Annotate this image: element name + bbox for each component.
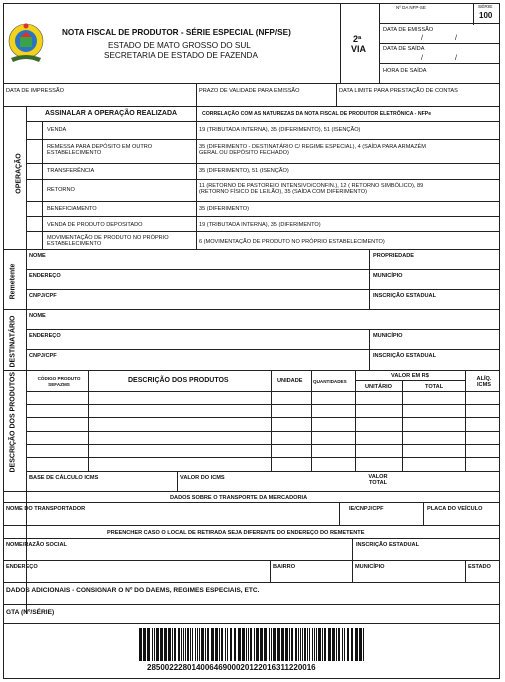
recipient-address-field[interactable] [29, 339, 367, 348]
product-row[interactable] [27, 432, 499, 444]
product-row[interactable] [27, 405, 499, 417]
base-calc-field[interactable] [29, 481, 174, 490]
operation-name: TRANSFERÊNCIA [47, 168, 95, 174]
nfp-number-label: Nº DA NFP-SE [396, 5, 426, 10]
exit-date-slash-2: / [455, 55, 457, 62]
pickup-city-field[interactable] [355, 571, 463, 580]
pickup-state-field[interactable] [468, 571, 498, 580]
sender-cnpj-field[interactable] [29, 299, 367, 308]
sender-state-reg-field[interactable] [373, 299, 497, 308]
pickup-state-label: ESTADO [468, 564, 491, 570]
exit-date-field[interactable] [383, 53, 495, 62]
product-row[interactable] [27, 458, 499, 470]
col-unit-value: UNITÁRIO [365, 384, 393, 390]
total-value-field[interactable] [404, 473, 464, 489]
pickup-name-label: NOME/RAZÃO SOCIAL [6, 542, 67, 548]
pickup-header: PREENCHER CASO O LOCAL DE RETIRADA SEJA DIFERENTE DO ENDEREÇO DO REMETENTE [107, 530, 365, 536]
operation-correlation: 35 (DIFERIMENTO) [199, 206, 249, 212]
exit-date-label: DATA DE SAÍDA [383, 46, 425, 52]
operation-mark-header: ASSINALAR A OPERAÇÃO REALIZADA [45, 110, 178, 117]
gta-field[interactable] [6, 616, 497, 622]
recipient-city-label: MUNICÍPIO [373, 333, 403, 339]
via-label: VIA [351, 44, 367, 54]
product-row[interactable] [27, 445, 499, 457]
operation-checkbox-retorno[interactable] [28, 181, 41, 200]
operation-checkbox-movimentacao[interactable] [28, 233, 41, 248]
sender-cnpj-label: CNPJ/CPF [29, 293, 57, 299]
print-date-label: DATA DE IMPRESSÃO [6, 88, 64, 94]
sender-state-reg-label: INSCRIÇÃO ESTADUAL [373, 293, 436, 299]
serie-label: SÉRIE [478, 5, 493, 10]
plate-label: PLACA DO VEÍCULO [427, 506, 483, 512]
recipient-name-field[interactable] [29, 319, 495, 328]
operation-correlation: 19 (TRIBUTADA INTERNA), 35 (DIFERIMENTO) [199, 222, 321, 228]
operation-checkbox-venda[interactable] [28, 123, 41, 138]
exit-date-slash-1: / [421, 55, 423, 62]
operation-checkbox-venda-depositado[interactable] [28, 218, 41, 230]
col-unit: UNIDADE [277, 378, 303, 384]
pickup-city-label: MUNICÍPIO [355, 564, 385, 570]
pickup-state-reg-field[interactable] [356, 549, 497, 558]
pickup-name-field[interactable] [6, 549, 350, 558]
transport-header: DADOS SOBRE O TRANSPORTE DA MERCADORIA [170, 495, 308, 501]
additional-data-label: DADOS ADICIONAIS - CONSIGNAR O Nº DO DAEMS, REGIMES ESPECIAIS, ETC. [6, 587, 260, 594]
limit-date-label: DATA LIMITE PARA PRESTAÇÃO DE CONTAS [339, 88, 458, 94]
col-description: DESCRIÇÃO DOS PRODUTOS [128, 377, 229, 384]
product-row[interactable] [27, 418, 499, 430]
sender-address-label: ENDEREÇO [29, 273, 61, 279]
recipient-cnpj-label: CNPJ/CPF [29, 353, 57, 359]
barcode-number: 28500222801400646900020122016311220016 [147, 663, 316, 672]
operation-name: MOVIMENTAÇÃO DE PRODUTO NO PRÓPRIO ESTABELECIMENTO [47, 235, 169, 247]
recipient-address-label: ENDEREÇO [29, 333, 61, 339]
pickup-state-reg-label: INSCRIÇÃO ESTADUAL [356, 542, 419, 548]
emission-date-field[interactable] [383, 33, 495, 42]
form-title: NOTA FISCAL DE PRODUTOR - SÉRIE ESPECIAL (NFP/SE) [62, 28, 291, 37]
recipient-cnpj-field[interactable] [29, 359, 367, 368]
operation-checkbox-beneficiamento[interactable] [28, 203, 41, 215]
recipient-state-reg-field[interactable] [373, 359, 497, 368]
operation-correlation: 11 (RETORNO DE PASTOREIO INTENSIVO/CONFIN.), 12 ( RETORNO SIMBÓLICO), 89 (RETORNO FÍSICO DE LEILÃO), 35 (SAÍDA COM DIFERIMENTO) [199, 183, 424, 195]
operation-section-label: OPERAÇÃO [15, 153, 23, 194]
product-row[interactable] [27, 392, 499, 404]
carrier-name-field[interactable] [6, 513, 336, 523]
operation-correlation-header: CORRELAÇÃO COM AS NATUREZAS DA NOTA FISCAL DE PRODUTOR ELETRÔNICA - NFPe [202, 111, 432, 117]
pickup-district-field[interactable] [273, 571, 350, 580]
carrier-name-label: NOME DO TRANSPORTADOR [6, 506, 86, 512]
state-name: ESTADO DE MATO GROSSO DO SUL [108, 41, 251, 50]
pickup-district-label: BAIRRO [273, 564, 296, 570]
icms-value-label: VALOR DO ICMS [180, 475, 225, 481]
plate-field[interactable] [426, 513, 497, 523]
operation-correlation: 6 (MOVIMENTAÇÃO DE PRODUTO NO PRÓPRIO ESTABELECIMENTO) [199, 239, 385, 245]
exit-time-label: HORA DE SAÍDA [383, 68, 427, 74]
col-quantity: QUANTIDADES [313, 379, 347, 384]
operation-correlation: 35 (DIFERIMENTO), 51 (ISENÇÃO) [199, 168, 289, 174]
secretariat-name: SECRETARIA DE ESTADO DE FAZENDA [104, 51, 258, 60]
carrier-doc-label: IE/CNPJ/CPF [349, 506, 384, 512]
operation-name: VENDA DE PRODUTO DEPOSITADO [47, 222, 143, 228]
validity-label: PRAZO DE VALIDADE PARA EMISSÃO [199, 88, 300, 94]
sender-address-field[interactable] [29, 279, 367, 288]
col-aliq: ALÍQ. ICMS [476, 376, 492, 388]
operation-checkbox-transferencia[interactable] [28, 165, 41, 178]
state-coat-of-arms-logo [6, 18, 46, 64]
operation-name: BENEFICIAMENTO [47, 206, 97, 212]
recipient-state-reg-label: INSCRIÇÃO ESTADUAL [373, 353, 436, 359]
total-value-label: VALOR TOTAL [368, 474, 388, 486]
emission-date-slash-2: / [455, 35, 457, 42]
operation-correlation: 19 (TRIBUTADA INTERNA), 35 (DIFERIMENTO), 51 (ISENÇÃO) [199, 127, 361, 133]
col-code: CÓDIGO PRODUTO SEFAZMS [37, 376, 81, 387]
recipient-city-field[interactable] [373, 339, 497, 348]
gta-label: GTA (Nº/SÉRIE) [6, 609, 55, 616]
operation-name: RETORNO [47, 187, 75, 193]
carrier-doc-field[interactable] [342, 513, 421, 523]
sender-property-field[interactable] [373, 259, 497, 268]
pickup-address-label: ENDEREÇO [6, 564, 38, 570]
icms-value-field[interactable] [180, 481, 352, 490]
emission-date-label: DATA DE EMISSÃO [383, 27, 434, 33]
sender-city-label: MUNICÍPIO [373, 273, 403, 279]
base-calc-label: BASE DE CÁLCULO ICMS [29, 475, 99, 481]
operation-checkbox-remessa[interactable] [28, 141, 41, 162]
sender-name-field[interactable] [29, 259, 367, 268]
sender-property-label: PROPRIEDADE [373, 253, 415, 259]
barcode [138, 628, 366, 661]
sender-city-field[interactable] [373, 279, 497, 288]
serie-value: 100 [479, 11, 493, 20]
sender-section-label: Remetente [9, 263, 17, 300]
recipient-name-label: NOME [29, 313, 46, 319]
recipient-section-label: DESTINATÁRIO [9, 315, 17, 368]
additional-data-field[interactable] [6, 595, 497, 603]
operation-name: REMESSA PARA DEPÓSITO EM OUTRO ESTABELECIMENTO [47, 144, 153, 156]
sender-name-label: NOME [29, 253, 46, 259]
operation-name: VENDA [47, 127, 67, 133]
col-value-header: VALOR EM R$ [391, 373, 429, 379]
pickup-address-field[interactable] [6, 571, 268, 580]
emission-date-slash-1: / [421, 35, 423, 42]
operation-correlation: 35 (DIFERIMENTO - DESTINATÁRIO C/ REGIME ESPECIAL), 4 (SAÍDA PARA ARMAZÉM GERAL OU DEPÓSITO FECHADO) [199, 144, 426, 156]
via-number: 2ª [353, 34, 362, 44]
exit-time-field[interactable] [383, 74, 495, 82]
products-section-label: DESCRIÇÃO DOS PRODUTOS [9, 371, 17, 473]
col-total: TOTAL [425, 384, 444, 390]
